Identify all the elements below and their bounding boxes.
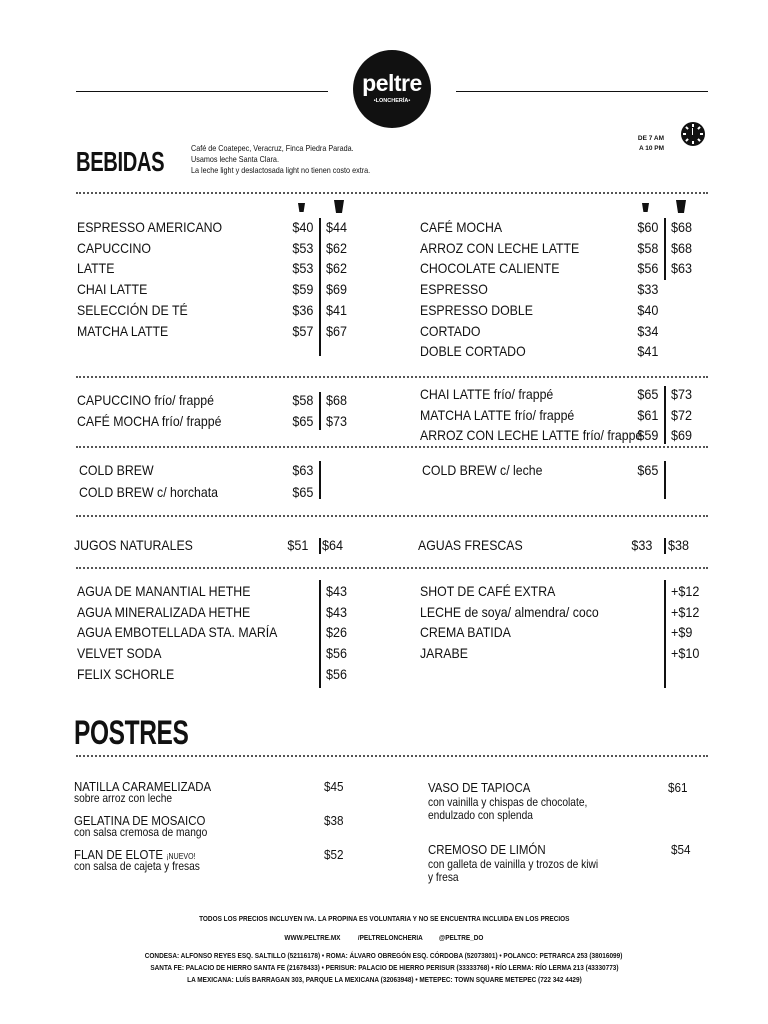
item-name: AGUA EMBOTELLADA STA. MARÍA xyxy=(77,624,278,641)
dessert-description: con vainilla y chispas de chocolate, xyxy=(428,795,588,809)
price-separator xyxy=(319,580,321,688)
large-cup-icon xyxy=(334,200,344,213)
item-name: VELVET SODA xyxy=(77,645,162,662)
dessert-name-text: FLAN DE ELOTE xyxy=(74,847,164,862)
item-price-small: $57 xyxy=(291,322,313,339)
item-price-large: $62 xyxy=(326,239,348,256)
bebidas-note-line: La leche light y deslactosada light no tienen costo extra. xyxy=(191,165,371,175)
item-price: $56 xyxy=(326,665,348,682)
item-name: ARROZ CON LECHE LATTE xyxy=(420,239,580,256)
dessert-name-text: NATILLA CARAMELIZADA xyxy=(74,779,212,794)
item-name: SHOT DE CAFÉ EXTRA xyxy=(420,583,556,599)
hours-line: DE 7 AM xyxy=(637,135,664,142)
item-price-small: $58 xyxy=(636,239,658,256)
item-price-small: $59 xyxy=(636,427,658,444)
item-name: SELECCIÓN DE TÉ xyxy=(77,301,188,318)
price-separator xyxy=(664,461,666,499)
item-price-small: $59 xyxy=(291,281,313,298)
item-price-small: $41 xyxy=(636,343,658,360)
item-name: CAFÉ MOCHA xyxy=(420,219,503,235)
large-cup-icon xyxy=(676,200,686,213)
item-price-large: $44 xyxy=(326,219,348,235)
divider xyxy=(76,192,708,194)
item-price-large: $64 xyxy=(322,537,344,553)
item-name: AGUA DE MANANTIAL HETHE xyxy=(77,583,251,599)
price-separator xyxy=(319,538,321,554)
dessert-description: con salsa cremosa de mango xyxy=(74,825,208,839)
dessert-price: $38 xyxy=(324,813,344,828)
divider xyxy=(76,755,708,757)
item-price-large: $72 xyxy=(671,406,693,423)
item-name: CAPUCCINO frío/ frappé xyxy=(77,392,214,408)
small-cup-icon xyxy=(298,203,305,212)
item-name: JUGOS NATURALES xyxy=(74,537,193,553)
item-name: MATCHA LATTE xyxy=(77,322,169,339)
item-name: ARROZ CON LECHE LATTE frío/ frappé xyxy=(420,427,643,444)
item-price-large: $63 xyxy=(671,260,693,277)
item-price-small: $65 xyxy=(636,462,658,478)
item-name: AGUAS FRESCAS xyxy=(418,537,523,553)
price-separator xyxy=(319,392,321,430)
item-price-small: $56 xyxy=(636,260,658,277)
dessert-description: sobre arroz con leche xyxy=(74,791,173,805)
item-name: CREMA BATIDA xyxy=(420,624,511,641)
item-name: DOBLE CORTADO xyxy=(420,343,526,360)
item-price: $26 xyxy=(326,624,348,641)
footer-disclaimer: TODOS LOS PRECIOS INCLUYEN IVA. LA PROPINA ES VOLUNTARIA Y NO SE ENCUENTRA INCLUIDA EN LOS PRECIOS xyxy=(198,916,570,923)
item-name: LATTE xyxy=(77,260,115,277)
item-price-small: $33 xyxy=(636,281,658,298)
dessert-description: endulzado con splenda xyxy=(428,808,533,822)
item-price-large: $73 xyxy=(671,386,693,402)
price-separator xyxy=(664,386,666,444)
price-separator xyxy=(319,461,321,499)
item-name: CHAI LATTE frío/ frappé xyxy=(420,386,554,402)
item-name: MATCHA LATTE frío/ frappé xyxy=(420,406,575,423)
dessert-description: con galleta de vainilla y trozos de kiwi xyxy=(428,857,599,871)
item-name: FELIX SCHORLE xyxy=(77,665,175,682)
price-separator xyxy=(664,538,666,554)
item-price: +$9 xyxy=(671,624,693,641)
price-separator xyxy=(319,218,321,356)
hours-line: A 10 PM xyxy=(638,145,664,152)
item-name: ESPRESSO DOBLE xyxy=(420,301,533,318)
item-name: LECHE de soya/ almendra/ coco xyxy=(420,603,599,620)
item-price: $43 xyxy=(326,603,348,620)
item-price: +$10 xyxy=(671,645,700,662)
dessert-name-text: GELATINA DE MOSAICO xyxy=(74,813,206,828)
item-price-large: $41 xyxy=(326,301,348,318)
item-name: CORTADO xyxy=(420,322,481,339)
dessert-price: $54 xyxy=(671,842,691,857)
item-price-small: $36 xyxy=(291,301,313,318)
item-name: CHAI LATTE xyxy=(77,281,148,298)
item-price-large: $68 xyxy=(671,239,693,256)
brand-tagline: •LONCHERÍA• xyxy=(373,98,411,104)
dessert-price: $61 xyxy=(668,780,688,795)
new-badge: ¡NUEVO! xyxy=(166,852,196,861)
item-name: CAFÉ MOCHA frío/ frappé xyxy=(77,412,222,429)
item-name: COLD BREW c/ horchata xyxy=(79,484,218,500)
item-price-large: $69 xyxy=(326,281,348,298)
item-price-large: $67 xyxy=(326,322,348,339)
dessert-name: VASO DE TAPIOCA xyxy=(428,780,531,795)
item-name: CHOCOLATE CALIENTE xyxy=(420,260,560,277)
website-link[interactable]: WWW.PELTRE.MX xyxy=(284,935,341,942)
postres-title: POSTRES xyxy=(74,714,189,752)
dessert-price: $45 xyxy=(324,779,344,794)
price-separator xyxy=(664,580,666,688)
item-name: ESPRESSO xyxy=(420,281,488,298)
divider xyxy=(76,446,708,448)
divider xyxy=(76,376,708,378)
small-cup-icon xyxy=(642,203,649,212)
header-rule-left xyxy=(76,91,328,92)
footer-social xyxy=(0,935,768,942)
item-price-small: $33 xyxy=(630,537,652,553)
item-name: JARABE xyxy=(420,645,468,662)
footer-locations: CONDESA: ALFONSO REYES ESQ. SALTILLO (52116178) • ROMA: ÁLVARO OBREGÓN ESQ. CÓRDOBA (52073801) • POLANCO: PETRARCA 253 (38016099) xyxy=(145,953,623,960)
footer-locations: SANTA FE: PALACIO DE HIERRO SANTA FE (21678433) • PERISUR: PALACIO DE HIERRO PERISUR (33333768) • RÍO LERMA: RÍO LERMA 213 (43330773) xyxy=(149,965,619,972)
hours-label xyxy=(610,134,664,154)
item-price-small: $65 xyxy=(291,484,313,500)
item-name: AGUA MINERALIZADA HETHE xyxy=(77,603,251,620)
item-price-large: $73 xyxy=(326,412,348,429)
bebidas-note-line: Usamos leche Santa Clara. xyxy=(191,154,279,164)
dessert-name: CREMOSO DE LIMÓN xyxy=(428,842,546,857)
footer-locations: LA MEXICANA: LUÍS BARRAGAN 303, PARQUE LA MEXICANA (32063948) • METEPEC: TOWN SQUARE METEPEC (722 342 4429) xyxy=(186,977,582,984)
item-price-large: $69 xyxy=(671,427,693,444)
bebidas-note-line: Café de Coatepec, Veracruz, Finca Piedra Parada. xyxy=(191,143,354,153)
item-price-small: $53 xyxy=(291,260,313,277)
item-price-small: $40 xyxy=(636,301,658,318)
item-price-small: $53 xyxy=(291,239,313,256)
item-price-small: $51 xyxy=(286,537,308,553)
divider xyxy=(76,515,708,517)
item-price-large: $68 xyxy=(326,392,348,408)
item-price-small: $63 xyxy=(291,462,313,478)
item-price: +$12 xyxy=(671,583,700,599)
item-price-large: $62 xyxy=(326,260,348,277)
item-name: ESPRESSO AMERICANO xyxy=(77,219,223,235)
brand-name: peltre xyxy=(362,70,422,96)
item-price: $56 xyxy=(326,645,348,662)
header-rule-right xyxy=(456,91,708,92)
price-separator xyxy=(664,218,666,280)
item-name: COLD BREW c/ leche xyxy=(422,462,543,478)
item-name: COLD BREW xyxy=(79,462,154,478)
item-price-small: $65 xyxy=(291,412,313,429)
bebidas-note xyxy=(191,143,370,176)
item-price: $43 xyxy=(326,583,348,599)
divider xyxy=(76,567,708,569)
facebook-link[interactable]: /PELTRELONCHERIA xyxy=(357,935,423,942)
item-price-small: $34 xyxy=(636,322,658,339)
item-name: CAPUCCINO xyxy=(77,239,151,256)
clock-icon xyxy=(681,122,705,146)
dessert-description: y fresa xyxy=(428,870,459,884)
dessert-price: $52 xyxy=(324,847,344,862)
instagram-link[interactable]: @PELTRE_DO xyxy=(439,935,484,942)
item-price-small: $65 xyxy=(636,386,658,402)
item-price: +$12 xyxy=(671,603,700,620)
item-price-small: $61 xyxy=(636,406,658,423)
brand-logo xyxy=(353,50,431,128)
item-price-small: $58 xyxy=(291,392,313,408)
dessert-description: con salsa de cajeta y fresas xyxy=(74,859,200,873)
item-price-large: $68 xyxy=(671,219,693,235)
item-price-small: $40 xyxy=(291,219,313,235)
item-price-large: $38 xyxy=(668,537,690,553)
item-price-small: $60 xyxy=(636,219,658,235)
bebidas-title: BEBIDAS xyxy=(76,146,165,177)
